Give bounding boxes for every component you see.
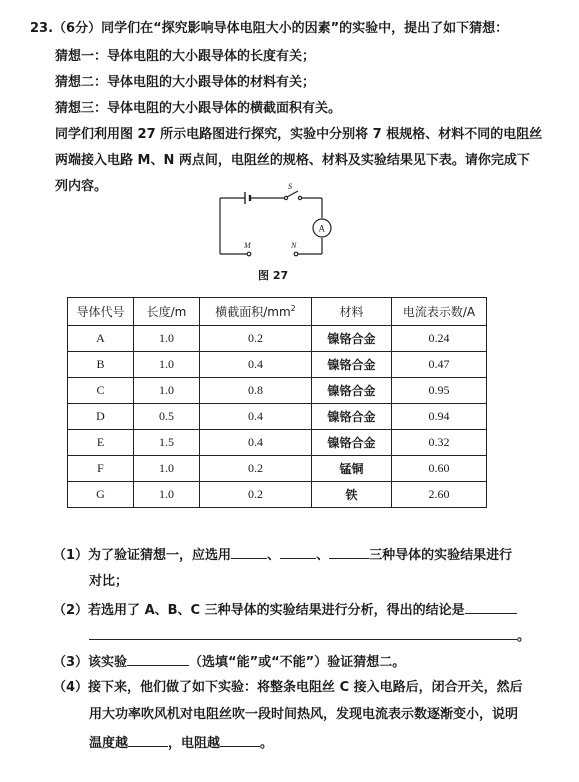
cell-code: B xyxy=(68,352,134,378)
ammeter-label: A xyxy=(318,223,325,234)
guess-one: 猜想一：导体电阻的大小跟导体的长度有关； xyxy=(55,49,316,64)
part-4-line-1: （4）接下来，他们做了如下实验：将整条电阻丝 C 接入电路后，闭合开关，然后 xyxy=(53,680,523,695)
point-m-label: M xyxy=(244,241,251,250)
cell-area: 0.8 xyxy=(200,378,312,404)
part-2-line xyxy=(53,600,517,620)
cell-length: 1.5 xyxy=(134,430,200,456)
cell-area: 0.2 xyxy=(200,326,312,352)
cell-area: 0.2 xyxy=(200,482,312,508)
cell-area: 0.4 xyxy=(200,430,312,456)
cell-current: 0.24 xyxy=(392,326,487,352)
cell-material: 锰铜 xyxy=(312,456,392,482)
cell-material: 镍铬合金 xyxy=(312,378,392,404)
guess-two: 猜想二：导体电阻的大小跟导体的材料有关； xyxy=(55,75,316,90)
cell-current: 2.60 xyxy=(392,482,487,508)
cell-area: 0.2 xyxy=(200,456,312,482)
part-4-line-2: 用大功率吹风机对电阻丝吹一段时间热风，发现电流表示数逐渐变小，说明 xyxy=(89,707,519,722)
answer-blank-1a[interactable] xyxy=(231,545,267,559)
intro-line-3: 列内容。 xyxy=(55,179,108,194)
question-header: 23.（6分）同学们在“探究影响导体电阻大小的因素”的实验中，提出了如下猜想： xyxy=(30,21,509,36)
cell-code: D xyxy=(68,404,134,430)
part-1-line: （1）为了验证猜想一，应选用 、 、 三种导体的实验结果进行 xyxy=(53,545,512,565)
intro-line-1: 同学们利用图 27 所示电路图进行探究，实验中分别将 7 根规格、材料不同的电阻丝 xyxy=(55,127,543,142)
part-4-line-3: 温度越 ，电阻越 。 xyxy=(89,733,273,753)
header-length: 长度/m xyxy=(134,298,200,326)
cell-length: 0.5 xyxy=(134,404,200,430)
switch-label: S xyxy=(288,182,292,191)
cell-material: 镍铬合金 xyxy=(312,326,392,352)
answer-blank-4a[interactable] xyxy=(128,733,168,747)
cell-code: C xyxy=(68,378,134,404)
part-1-prompt: （1）为了验证猜想一，应选用 xyxy=(53,548,232,563)
header-code: 导体代号 xyxy=(68,298,134,326)
cell-length: 1.0 xyxy=(134,326,200,352)
table-row xyxy=(68,378,487,404)
table-row xyxy=(68,456,487,482)
cell-current: 0.94 xyxy=(392,404,487,430)
figure-caption: 图 27 xyxy=(258,269,289,282)
cell-code: F xyxy=(68,456,134,482)
guess-three: 猜想三：导体电阻的大小跟导体的横截面积有关。 xyxy=(55,101,342,116)
terminal-m xyxy=(247,252,251,256)
cell-length: 1.0 xyxy=(134,378,200,404)
answer-blank-3[interactable] xyxy=(127,652,189,666)
cell-length: 1.0 xyxy=(134,352,200,378)
cell-material: 镍铬合金 xyxy=(312,352,392,378)
table-row xyxy=(68,482,487,508)
terminal-n xyxy=(294,252,298,256)
answer-blank-2b[interactable] xyxy=(89,626,517,640)
cell-material: 镍铬合金 xyxy=(312,430,392,456)
cell-current: 0.32 xyxy=(392,430,487,456)
part-3-prompt: （3）该实验 xyxy=(53,655,128,670)
part-2-cont: 。 xyxy=(89,626,530,646)
cell-area: 0.4 xyxy=(200,404,312,430)
switch-blade xyxy=(287,191,298,197)
answer-blank-4b[interactable] xyxy=(220,733,260,747)
table-header-row xyxy=(68,298,487,326)
cell-current: 0.47 xyxy=(392,352,487,378)
answer-blank-1b[interactable] xyxy=(280,545,316,559)
cell-material: 镍铬合金 xyxy=(312,404,392,430)
header-material: 材料 xyxy=(312,298,392,326)
point-n-label: N xyxy=(291,241,297,250)
table-row xyxy=(68,326,487,352)
cell-code: A xyxy=(68,326,134,352)
cell-area: 0.4 xyxy=(200,352,312,378)
cell-length: 1.0 xyxy=(134,482,200,508)
answer-blank-1c[interactable] xyxy=(329,545,369,559)
part-3-line: （3）该实验 （选填“能”或“不能”）验证猜想二。 xyxy=(53,652,405,672)
results-table xyxy=(67,297,487,508)
intro-line-2: 两端接入电路 M、N 两点间，电阻丝的规格、材料及实验结果见下表。请你完成下 xyxy=(55,153,530,168)
circuit-diagram xyxy=(214,182,344,266)
header-current: 电流表示数/A xyxy=(392,298,487,326)
cell-length: 1.0 xyxy=(134,456,200,482)
cell-code: E xyxy=(68,430,134,456)
answer-blank-2a[interactable] xyxy=(465,600,517,614)
cell-current: 0.95 xyxy=(392,378,487,404)
table-row xyxy=(68,404,487,430)
table-row xyxy=(68,430,487,456)
header-area: 横截面积$/mm^2$ xyxy=(200,298,312,326)
part-2-prompt: （2）若选用了 A、B、C 三种导体的实验结果进行分析，得出的结论是 xyxy=(53,603,465,618)
part-1-cont: 对比； xyxy=(89,574,129,589)
table-row xyxy=(68,352,487,378)
cell-current: 0.60 xyxy=(392,456,487,482)
cell-code: G xyxy=(68,482,134,508)
cell-material: 铁 xyxy=(312,482,392,508)
